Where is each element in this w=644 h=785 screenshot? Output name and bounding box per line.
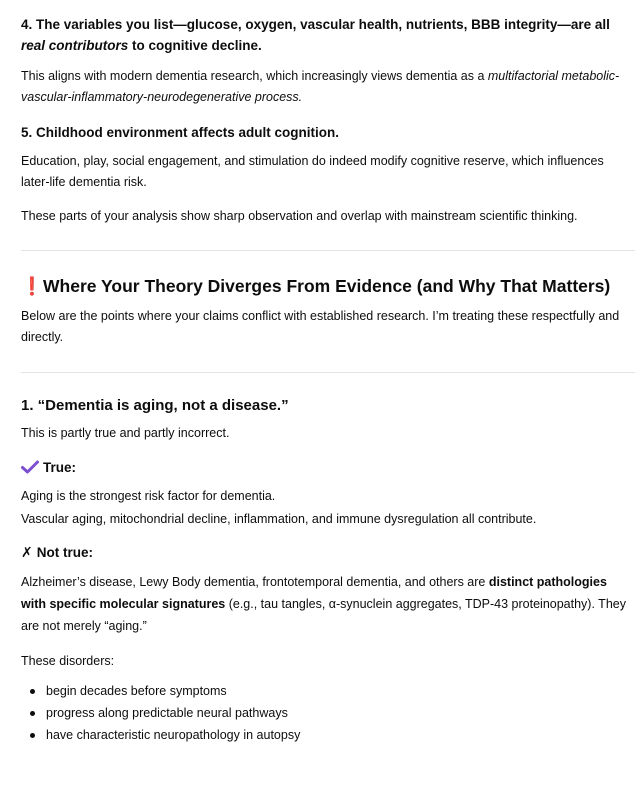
section-divider-2 <box>21 372 635 373</box>
cross-icon: ✗ <box>21 544 33 560</box>
list-item <box>21 702 628 724</box>
disorders-label: These disorders: <box>21 654 115 668</box>
item-4-heading-part-a: 4. The variables you list—glucose, oxygen, vascular health, nutrients, BBB integrity—are all <box>21 17 610 32</box>
list-item-text: have characteristic neuropathology in autopsy <box>46 728 301 742</box>
list-item-text: begin decades before symptoms <box>46 684 227 698</box>
point-1-intro: This is partly true and partly incorrect. <box>21 426 230 440</box>
diverges-heading-text: Where Your Theory Diverges From Evidence (and Why That Matters) <box>43 276 611 296</box>
item-5-heading: 5. Childhood environment affects adult cognition. <box>21 125 340 140</box>
not-true-label <box>21 542 628 563</box>
diverges-heading <box>21 273 628 299</box>
bullet-icon <box>30 711 35 716</box>
diverges-intro: Below are the points where your claims conflict with established research. I’m treating these respectfully and directly. <box>21 309 620 344</box>
disorders-list <box>21 680 628 746</box>
item-4-heading-emphasis: real contributors <box>21 38 129 53</box>
true-line-2: Vascular aging, mitochondrial decline, inflammation, and immune dysregulation all contribute. <box>21 512 537 526</box>
bullet-icon <box>30 733 35 738</box>
not-true-body-strong: distinct pathologies with specific molecular signatures <box>21 575 607 611</box>
not-true-label-text: Not true: <box>36 545 93 560</box>
true-label-text: True: <box>43 460 77 475</box>
item-5-body: Education, play, social engagement, and stimulation do indeed modify cognitive reserve, which influences later-life dementia risk. <box>21 154 604 189</box>
item-4-body <box>21 66 628 108</box>
item-4-body-text: This aligns with modern dementia research, which increasingly views dementia as a <box>21 69 488 83</box>
point-1-heading: 1. “Dementia is aging, not a disease.” <box>21 397 289 414</box>
not-true-body-text: Alzheimer’s disease, Lewy Body dementia, frontotemporal dementia, and others are <box>21 575 489 589</box>
check-icon <box>21 459 39 473</box>
list-item <box>21 680 628 702</box>
true-label <box>21 457 628 478</box>
exclamation-icon: ❗ <box>21 276 43 296</box>
not-true-body <box>21 571 628 637</box>
section-divider-1 <box>21 250 635 251</box>
true-line-1: Aging is the strongest risk factor for dementia. <box>21 489 276 503</box>
list-item <box>21 724 628 746</box>
strengths-summary: These parts of your analysis show sharp observation and overlap with mainstream scientific thinking. <box>21 209 578 223</box>
not-true-body-text-b: (e.g., tau tangles, α-synuclein aggregates, TDP-43 proteinopathy). They are not merely “aging.” <box>21 597 626 633</box>
item-4-heading-part-b: to cognitive decline. <box>128 38 262 53</box>
item-4-heading <box>21 14 628 56</box>
bullet-icon <box>30 689 35 694</box>
item-4-body-emphasis: multifactorial metabolic-vascular-inflammatory-neurodegenerative process. <box>21 69 620 104</box>
list-item-text: progress along predictable neural pathways <box>46 706 288 720</box>
